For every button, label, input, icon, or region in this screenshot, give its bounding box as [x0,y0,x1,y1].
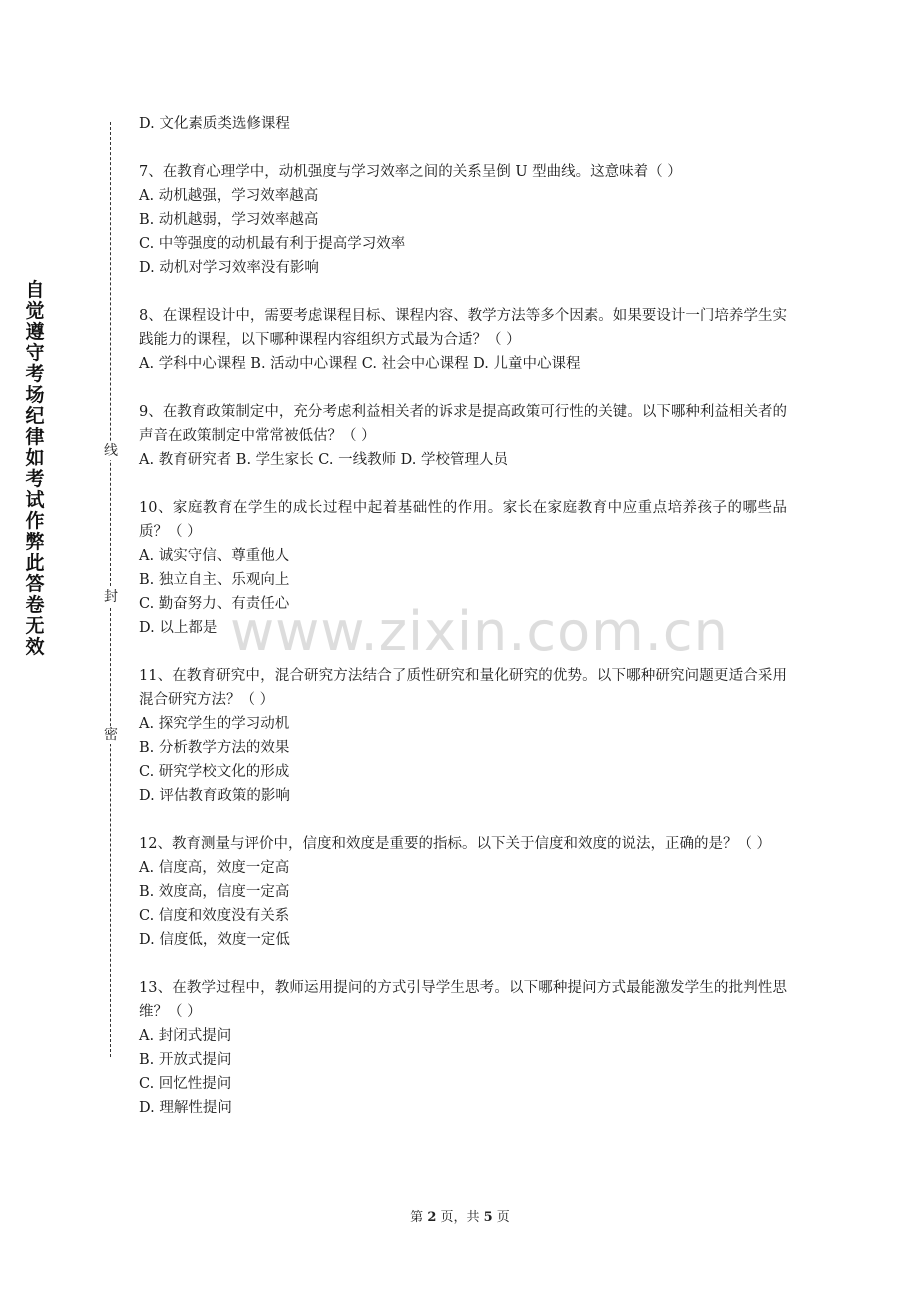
answer-option: A. 诚实守信、尊重他人 [139,548,290,564]
answer-option: B. 动机越弱，学习效率越高 [139,212,319,228]
answer-option: B. 独立自主、乐观向上 [139,572,290,588]
answer-option: C. 勤奋努力、有责任心 [139,596,290,612]
question-item [139,976,787,1120]
answer-option: A. 学科中心课程 B. 活动中心课程 C. 社会中心课程 D. 儿童中心课程 [139,356,581,372]
question-item [139,496,787,640]
total-pages: 5 [483,1210,493,1225]
question-text: 12、教育测量与评价中，信度和效度是重要的指标。以下关于信度和效度的说法，正确的是？（ ） [139,836,772,852]
question-text: 8、在课程设计中，需要考虑课程目标、课程内容、教学方法等多个因素。如果要设计一门培养学生实践能力的课程，以下哪种课程内容组织方式最为合适？（ ） [139,308,787,348]
current-page: 2 [427,1210,437,1225]
question-text: 13、在教学过程中，教师运用提问的方式引导学生思考。以下哪种提问方式最能激发学生的批判性思维？（ ） [139,980,787,1020]
question-item [139,664,787,808]
exam-discipline-warning: 自觉遵守考场纪律如考试作弊此答卷无效 [25,279,45,658]
answer-option: D. 评估教育政策的影响 [139,788,290,804]
answer-option: C. 研究学校文化的形成 [139,764,290,780]
answer-option: C. 中等强度的动机最有利于提高学习效率 [139,236,406,252]
answer-option: D. 理解性提问 [139,1100,232,1116]
answer-option: A. 动机越强，学习效率越高 [139,188,319,204]
answer-option: B. 效度高，信度一定高 [139,884,290,900]
answer-option: C. 回忆性提问 [139,1076,232,1092]
carryover-option: D. 文化素质类选修课程 [139,116,290,132]
answer-option: D. 动机对学习效率没有影响 [139,260,319,276]
answer-option: A. 教育研究者 B. 学生家长 C. 一线教师 D. 学校管理人员 [139,452,509,468]
answer-option: A. 探究学生的学习动机 [139,716,290,732]
question-item [139,304,787,376]
binding-mark-secret: 密 [104,727,118,743]
answer-option: A. 信度高，效度一定高 [139,860,290,876]
question-text: 9、在教育政策制定中，充分考虑利益相关者的诉求是提高政策可行性的关键。以下哪种利益相关者的声音在政策制定中常常被低估？（ ） [139,404,787,444]
answer-option: B. 分析教学方法的效果 [139,740,290,756]
watermark: www.zixin.com.cn [230,600,729,663]
question-item [139,832,787,952]
question-list [139,112,787,1120]
binding-mark-line: 线 [104,443,118,459]
answer-option: C. 信度和效度没有关系 [139,908,290,924]
page-footer: 第 2 页，共 5 页 [410,1210,510,1225]
question-text: 7、在教育心理学中，动机强度与学习效率之间的关系呈倒 U 型曲线。这意味着（ ） [139,164,682,180]
answer-option: A. 封闭式提问 [139,1028,232,1044]
question-text: 11、在教育研究中，混合研究方法结合了质性研究和量化研究的优势。以下哪种研究问题更适合采用混合研究方法？（ ） [139,668,787,708]
binding-mark-seal: 封 [104,589,118,605]
question-text: 10、家庭教育在学生的成长过程中起着基础性的作用。家长在家庭教育中应重点培养孩子的哪些品质？（ ） [139,500,787,540]
answer-option: D. 以上都是 [139,620,218,636]
answer-option: D. 信度低，效度一定低 [139,932,290,948]
question-item [139,160,787,280]
question-item [139,400,787,472]
answer-option: B. 开放式提问 [139,1052,232,1068]
